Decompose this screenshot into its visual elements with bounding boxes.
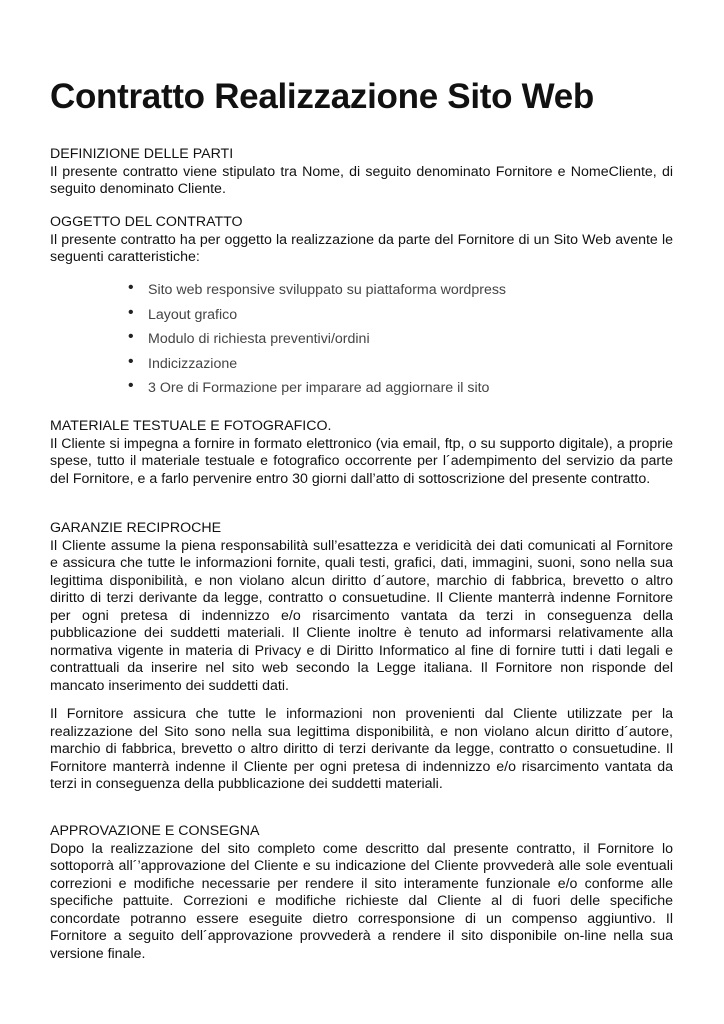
feature-item-label: Layout grafico xyxy=(148,306,238,323)
section-text-approvazione: Dopo la realizzazione del sito completo come descritto dal presente contratto, il Fornitore lo sottoporrà all´’approvazione del Cliente e su indicazione del Cliente provvederà alle sole eventuali correzioni e modifiche necessarie per rendere il sito interamente funzionale e/o conforme alle specifiche pattuite. Correzioni e modifiche richieste dal Cliente al di fuori delle specifiche concordate potranno essere eseguite dietro corresponsione di un compenso aggiuntivo. Il Fornitore a seguito dell´approvazione provvederà a rendere il sito disponibile on-line nella sua versione finale. xyxy=(50,840,673,962)
section-oggetto xyxy=(50,214,673,267)
section-heading-oggetto: OGGETTO DEL CONTRATTO xyxy=(50,214,243,230)
bullet-icon: • xyxy=(128,279,134,296)
section-garanzie xyxy=(50,520,673,695)
document-title: Contratto Realizzazione Sito Web xyxy=(50,77,594,116)
feature-list xyxy=(128,280,506,403)
list-item xyxy=(128,305,506,330)
feature-item-label: Indicizzazione xyxy=(148,355,238,372)
section-approvazione xyxy=(50,823,673,963)
feature-item-label: 3 Ore di Formazione per imparare ad aggiornare il sito xyxy=(148,380,490,396)
list-item xyxy=(128,329,506,354)
section-materiale xyxy=(50,418,673,488)
section-text-garanzie-2: Il Fornitore assicura che tutte le informazioni non provenienti dal Cliente utilizzate per la realizzazione del Sito sono nella sua legittima disponibilità, e non violano alcun diritto d´autore, marchio di fabbrica, brevetto o altro diritto di terzi derivante da legge, contratto o consuetudine. Il Fornitore manterrà indenne il Cliente per ogni pretesa di indennizzo e/o risarcimento vantata da terzi in conseguenza della pubblicazione dei suddetti materiali. xyxy=(50,706,673,792)
section-heading-garanzie: GARANZIE RECIPROCHE xyxy=(50,520,222,536)
section-parti xyxy=(50,146,673,199)
section-text-materiale: Il Cliente si impegna a fornire in formato elettronico (via email, ftp, o su supporto digitale), a proprie spese, tutto il materiale testuale e fotografico occorrente per l´adempimento del servizio da parte del Fornitore, e a farlo pervenire entro 30 giorni dall’atto di sottoscrizione del presente contratto. xyxy=(50,435,673,487)
section-text-garanzie-1: Il Cliente assume la piena responsabilità sull’esattezza e veridicità dei dati comunicati al Fornitore e assicura che tutte le informazioni fornite, quali testi, grafici, dati, immagini, suoni, sono nella sua legittima disponibilità, e non violano alcun diritto d´autore, marchio di fabbrica, brevetto o altro diritto di terzi derivante da legge, contratto o consuetudine. Il Cliente manterrà indenne Fornitore per ogni pretesa di indennizzo e/o risarcimento vantata da terzi in conseguenza della pubblicazione dei suddetti materiali. Il Cliente inoltre è tenuto ad informarsi relativamente alla normativa vigente in materia di Privacy e di Diritto Informatico al fine di fornire tutti i dati legali e contrattuali da inserire nel sito web secondo la Legge italiana. Il Fornitore non risponde del mancato inserimento dei suddetti dati. xyxy=(50,537,673,694)
list-item xyxy=(128,354,506,379)
feature-item-label: Sito web responsive sviluppato su piattaforma wordpress xyxy=(148,282,507,298)
section-heading-materiale: MATERIALE TESTUALE E FOTOGRAFICO. xyxy=(50,418,332,434)
bullet-icon: • xyxy=(128,328,134,345)
bullet-icon: • xyxy=(128,377,134,394)
section-text-parti: Il presente contratto viene stipulato tra Nome, di seguito denominato Fornitore e NomeCliente, di seguito denominato Cliente. xyxy=(50,163,673,197)
list-item xyxy=(128,378,506,403)
feature-item-label: Modulo di richiesta preventivi/ordini xyxy=(148,331,370,347)
bullet-icon: • xyxy=(128,352,134,370)
section-text-oggetto: Il presente contratto ha per oggetto la realizzazione da parte del Fornitore di un Sito Web avente le seguenti caratteristiche: xyxy=(50,231,673,265)
section-heading-parti: DEFINIZIONE DELLE PARTI xyxy=(50,146,234,162)
section-heading-approvazione: APPROVAZIONE E CONSEGNA xyxy=(50,823,260,839)
bullet-icon: • xyxy=(128,303,134,321)
list-item xyxy=(128,280,506,305)
section-garanzie-fornitore xyxy=(50,706,673,794)
